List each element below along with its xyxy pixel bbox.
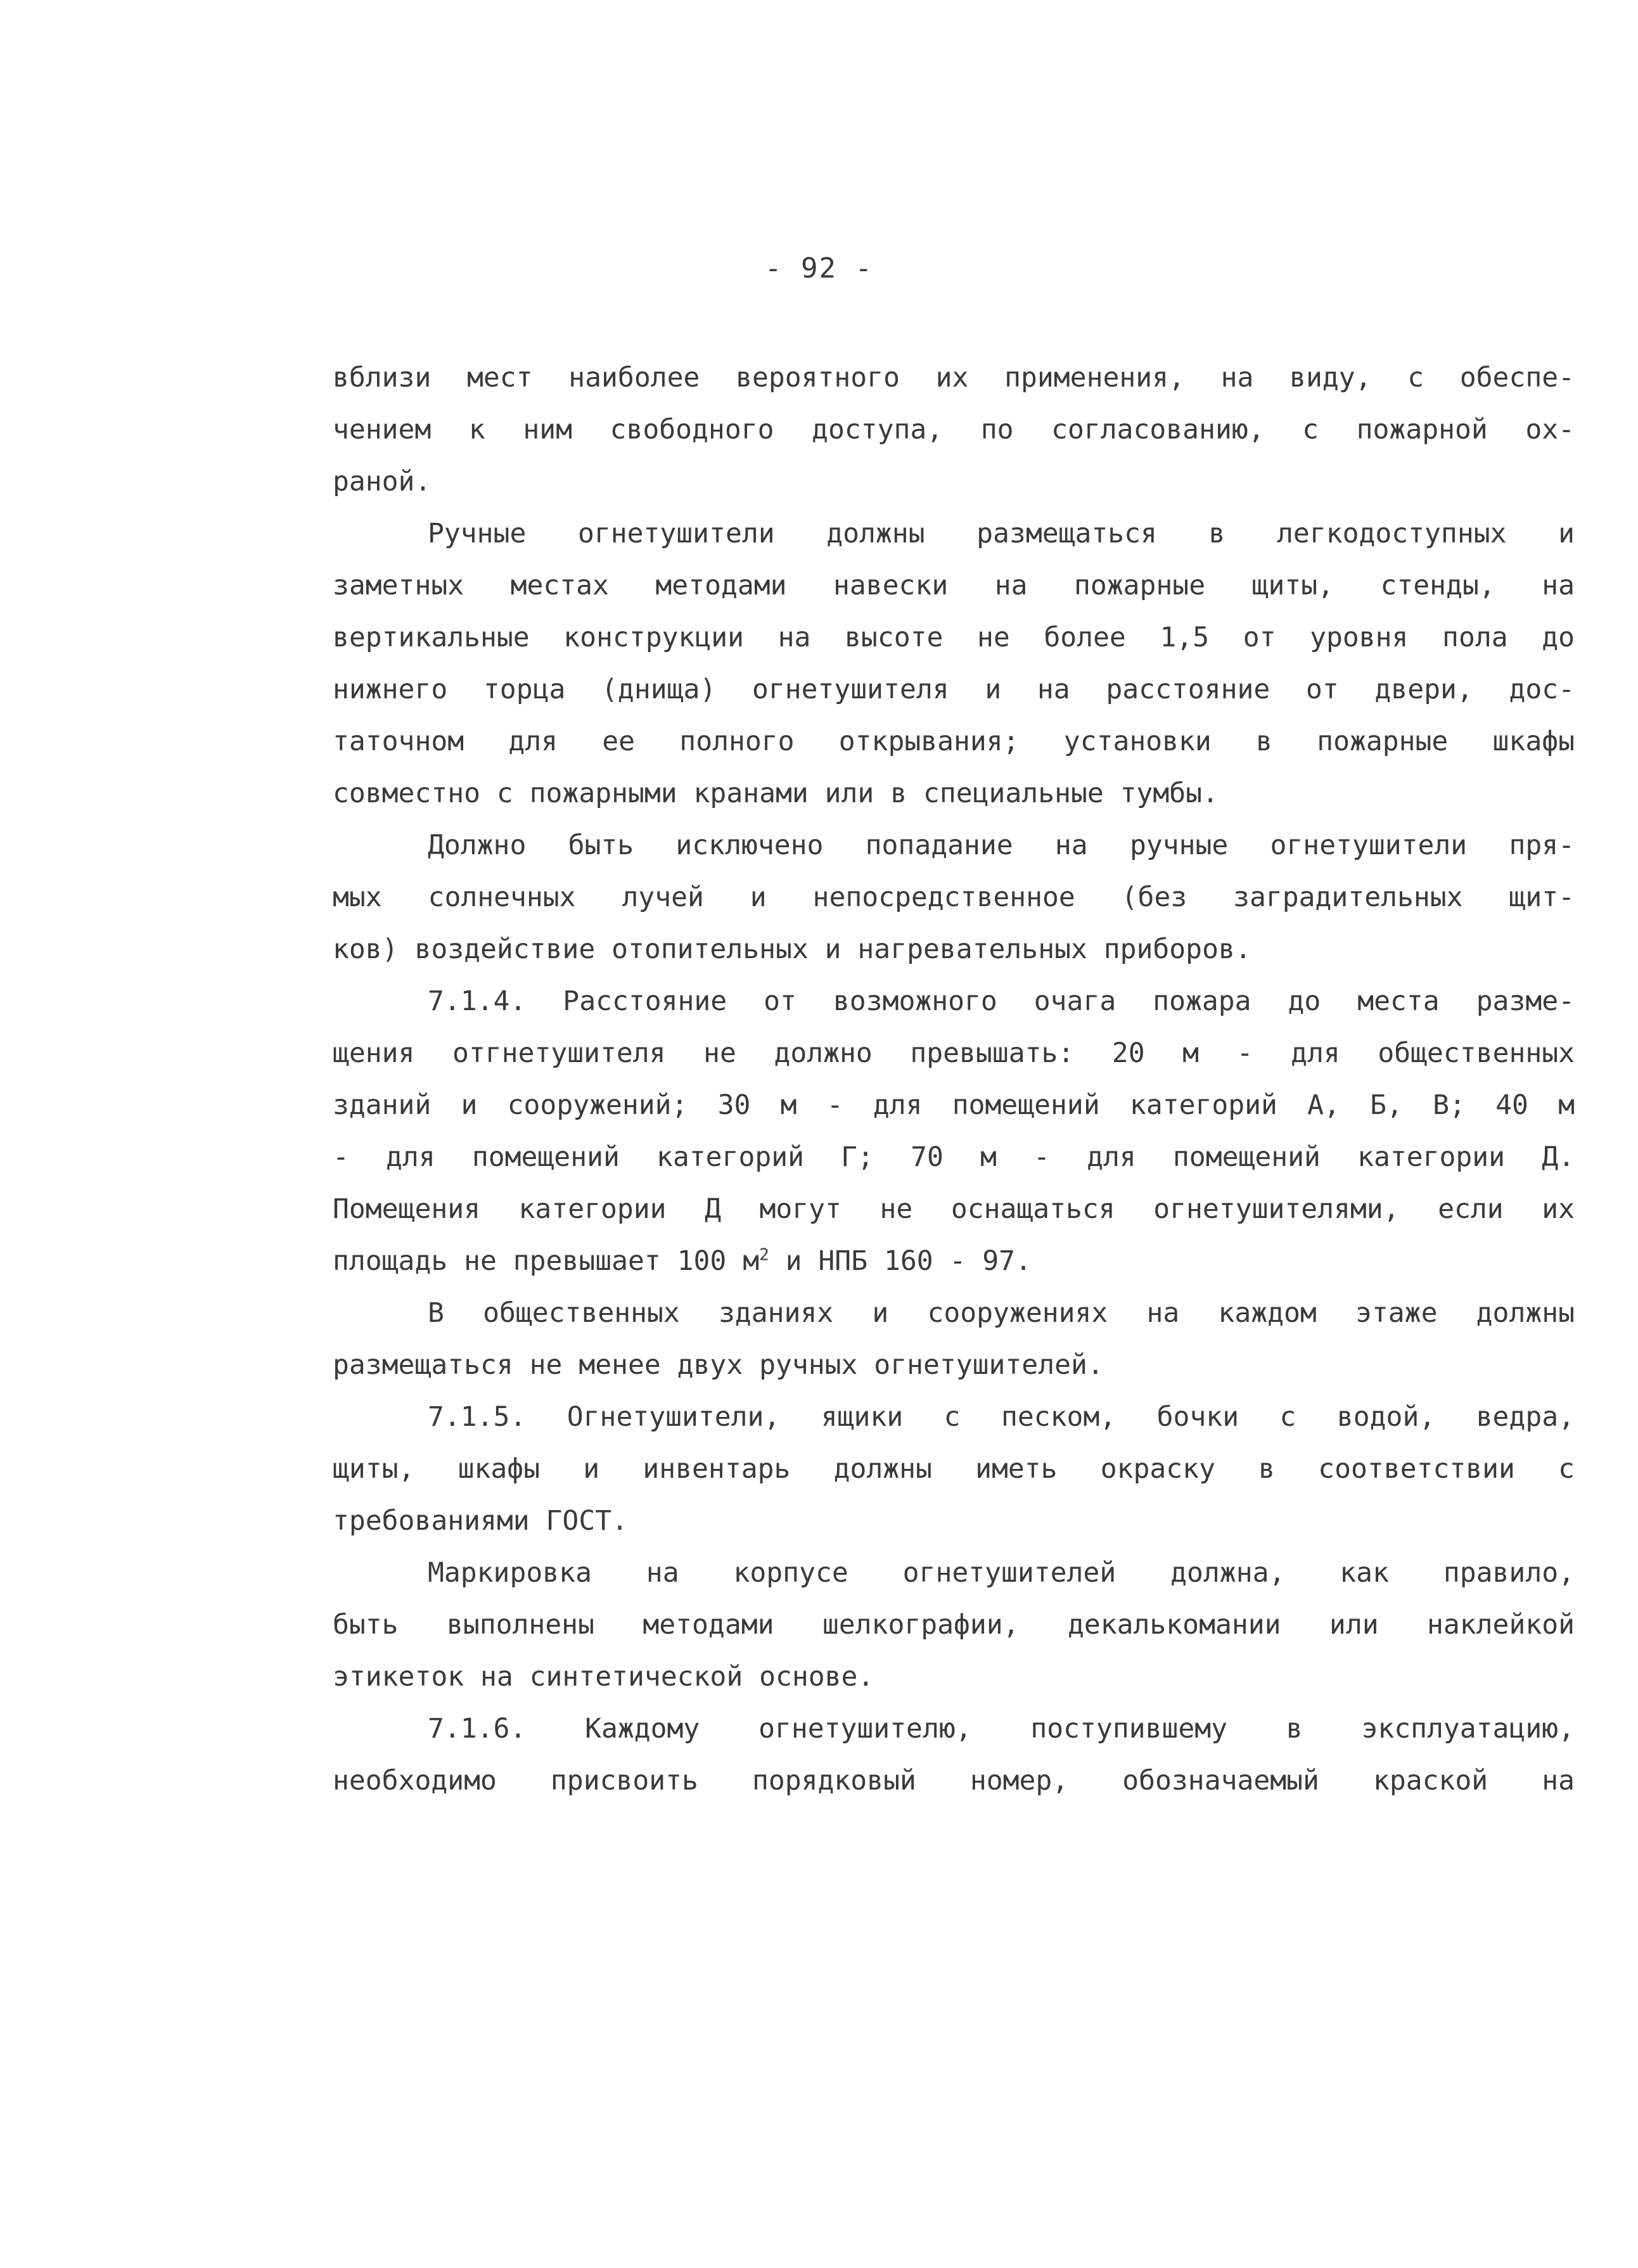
- text-line: Помещения категории Д могут не оснащаться огнетушителями, если их: [333, 1193, 1575, 1225]
- text-fragment: площадь не превышает 100 м: [333, 1245, 760, 1277]
- text-line: необходимо присвоить порядковый номер, обозначаемый краской на: [333, 1765, 1575, 1797]
- text-line: щиты, шкафы и инвентарь должны иметь окраску в соответствии с: [333, 1453, 1575, 1485]
- text-line: заметных местах методами навески на пожарные щиты, стенды, на: [333, 570, 1575, 601]
- text-line: ков) воздействие отопительных и нагревательных приборов.: [333, 933, 1251, 965]
- text-line: 7.1.6. Каждому огнетушителю, поступившему в эксплуатацию,: [428, 1713, 1575, 1745]
- text-line: быть выполнены методами шелкографии, декалькомании или наклейкой: [333, 1609, 1575, 1641]
- text-line: таточном для ее полного открывания; установки в пожарные шкафы: [333, 726, 1575, 757]
- superscript: 2: [759, 1245, 769, 1265]
- text-line: вертикальные конструкции на высоте не более 1,5 от уровня пола до: [333, 622, 1575, 653]
- text-line: зданий и сооружений; 30 м - для помещений категорий А, Б, В; 40 м: [333, 1089, 1575, 1121]
- text-line: совместно с пожарными кранами или в специальные тумбы.: [333, 778, 1219, 809]
- page-number: - 92 -: [765, 252, 873, 285]
- text-line: вблизи мест наиболее вероятного их применения, на виду, с обеспе-: [333, 362, 1575, 394]
- body-text: [333, 352, 1575, 1807]
- text-line: Маркировка на корпусе огнетушителей должна, как правило,: [428, 1557, 1575, 1589]
- text-line: [333, 1235, 1575, 1287]
- text-line: - для помещений категорий Г; 70 м - для помещений категории Д.: [333, 1141, 1575, 1173]
- text-line: 7.1.5. Огнетушители, ящики с песком, бочки с водой, ведра,: [428, 1401, 1575, 1433]
- text-line: В общественных зданиях и сооружениях на каждом этаже должны: [428, 1297, 1575, 1329]
- text-line: чением к ним свободного доступа, по согласованию, с пожарной ох-: [333, 414, 1575, 445]
- text-line: 7.1.4. Расстояние от возможного очага пожара до места разме-: [428, 985, 1575, 1017]
- text-line: требованиями ГОСТ.: [333, 1505, 628, 1537]
- text-line: Ручные огнетушители должны размещаться в легкодоступных и: [428, 518, 1575, 549]
- text-line: раной.: [333, 466, 432, 497]
- text-line: нижнего торца (днища) огнетушителя и на расстояние от двери, дос-: [333, 674, 1575, 705]
- text-line: размещаться не менее двух ручных огнетушителей.: [333, 1349, 1104, 1381]
- text-line: этикеток на синтетической основе.: [333, 1661, 874, 1693]
- text-line: мых солнечных лучей и непосредственное (без заградительных щит-: [333, 881, 1575, 913]
- text-line: Должно быть исключено попадание на ручные огнетушители пря-: [428, 830, 1575, 861]
- text-line: щения отгнетушителя не должно превышать: 20 м - для общественных: [333, 1037, 1575, 1069]
- text-fragment: и НПБ 160 - 97.: [769, 1245, 1032, 1277]
